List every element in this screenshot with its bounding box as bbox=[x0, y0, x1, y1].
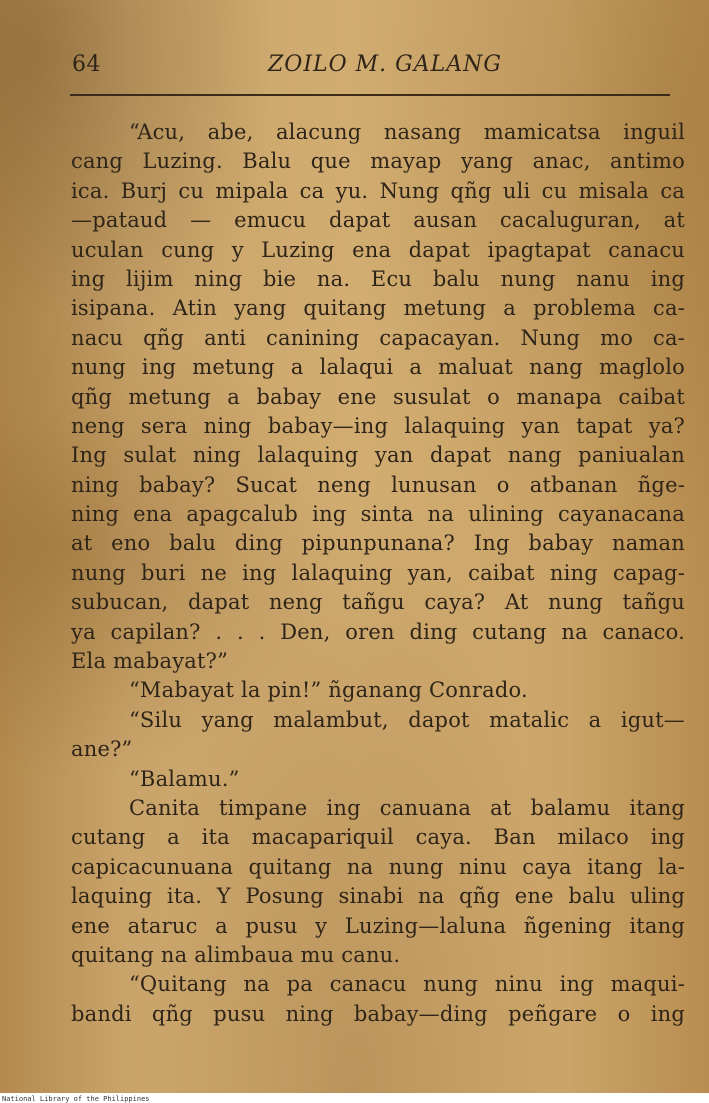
text-line: bandi qñg pusu ning babay—ding peñgare o ing bbox=[71, 1001, 685, 1026]
text-line: ica. Burj cu mipala ca yu. Nung qñg uli cu misala ca bbox=[71, 178, 685, 203]
text-line: ya capilan? . . . Den, oren ding cutang na canaco. bbox=[71, 619, 685, 644]
text-line: “Quitang na pa canacu nung ninu ing maqui- bbox=[129, 972, 685, 997]
running-head: ZOILO M. GALANG bbox=[268, 52, 502, 77]
text-line: —pataud — emucu dapat ausan cacaluguran, at bbox=[71, 208, 685, 233]
text-line: nung ing metung a lalaqui a maluat nang maglolo bbox=[71, 355, 685, 380]
page-header bbox=[72, 52, 669, 86]
text-line: ane?” bbox=[71, 737, 133, 762]
text-line: subucan, dapat neng tañgu caya? At nung tañgu bbox=[71, 590, 685, 615]
text-line: “Silu yang malambut, dapot matalic a igut— bbox=[129, 707, 685, 732]
text-line: ene ataruc a pusu y Luzing—laluna ñgening itang bbox=[71, 913, 685, 938]
page-number: 64 bbox=[72, 52, 101, 77]
header-rule bbox=[70, 94, 670, 96]
text-line: Ela mabayat?” bbox=[71, 649, 229, 674]
text-line: “Mabayat la pin!” ñganang Conrado. bbox=[129, 678, 528, 703]
body-text bbox=[71, 118, 685, 1029]
text-line: isipana. Atin yang quitang metung a problema ca- bbox=[71, 296, 685, 321]
text-line: laquing ita. Y Posung sinabi na qñg ene balu uling bbox=[71, 884, 685, 909]
footer-credit: National Library of the Philippines bbox=[2, 1095, 150, 1103]
text-line: nung buri ne ing lalaquing yan, caibat ning capag- bbox=[71, 560, 685, 585]
text-line: qñg metung a babay ene susulat o manapa caibat bbox=[71, 384, 685, 409]
text-line: “Balamu.” bbox=[129, 766, 240, 791]
text-line: Canita timpane ing canuana at balamu itang bbox=[129, 795, 685, 820]
text-line: at eno balu ding pipunpunana? Ing babay naman bbox=[71, 531, 685, 556]
text-line: capicacunuana quitang na nung ninu caya itang la- bbox=[71, 854, 685, 879]
text-line: ning babay? Sucat neng lunusan o atbanan ñge- bbox=[71, 472, 685, 497]
text-line: ning ena apagcalub ing sinta na ulining cayanacana bbox=[71, 502, 685, 527]
text-line: quitang na alimbaua mu canu. bbox=[71, 942, 401, 967]
text-line: cutang a ita macapariquil caya. Ban milaco ing bbox=[71, 825, 685, 850]
text-line: uculan cung y Luzing ena dapat ipagtapat canacu bbox=[71, 237, 685, 262]
text-line: ing lijim ning bie na. Ecu balu nung nanu ing bbox=[71, 266, 685, 291]
text-line: cang Luzing. Balu que mayap yang anac, antimo bbox=[71, 149, 685, 174]
text-line: “Acu, abe, alacung nasang mamicatsa inguil bbox=[129, 120, 685, 144]
text-line: Ing sulat ning lalaquing yan dapat nang paniualan bbox=[71, 443, 685, 468]
text-line: nacu qñg anti canining capacayan. Nung mo ca- bbox=[71, 325, 685, 350]
text-line: neng sera ning babay—ing lalaquing yan tapat ya? bbox=[71, 413, 685, 438]
